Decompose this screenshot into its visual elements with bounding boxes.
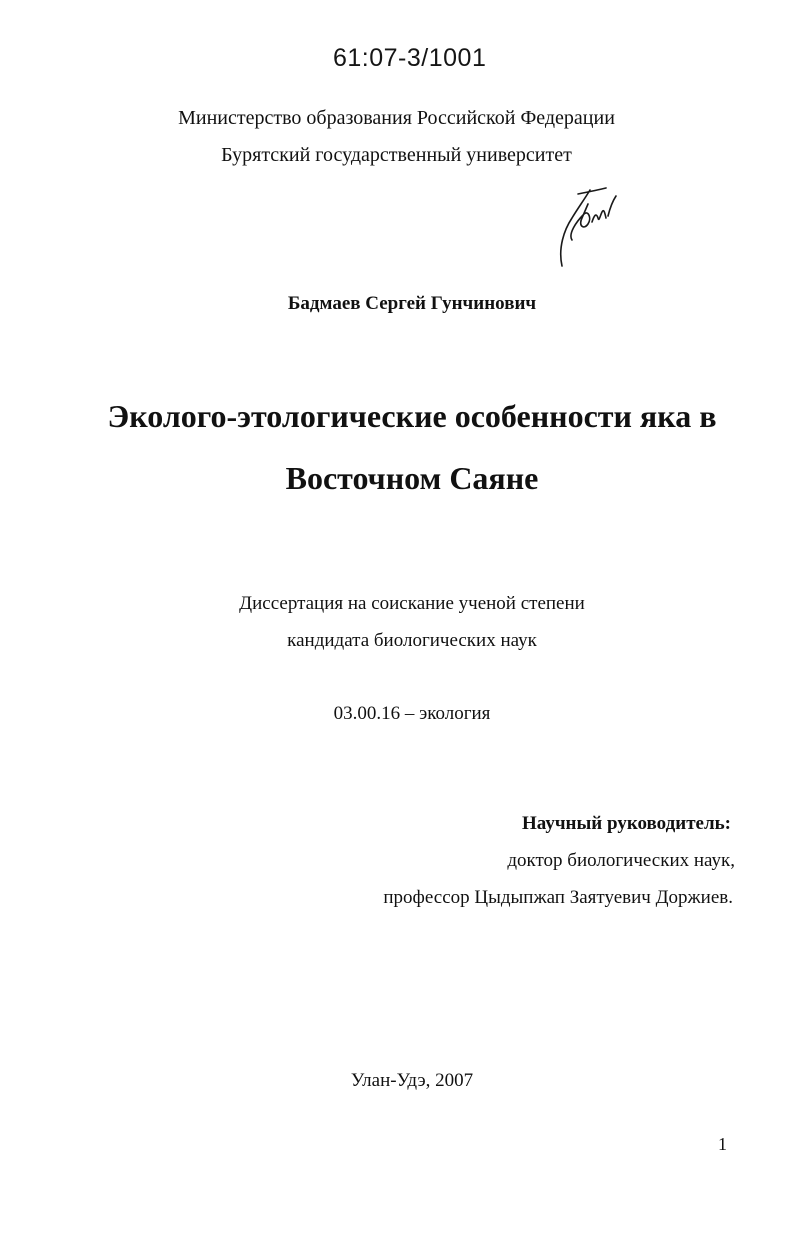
ministry-name: Министерство образования Российской Федерации xyxy=(178,107,615,129)
page-number: 1 xyxy=(718,1134,727,1154)
city-year: Улан-Удэ, 2007 xyxy=(350,1070,474,1091)
degree-description-line2: кандидата биологических наук xyxy=(287,630,537,651)
specialty-code: 03.00.16 – экология xyxy=(333,703,491,724)
university-name: Бурятский государственный университет xyxy=(221,144,572,166)
advisor-degree: доктор биологических наук, xyxy=(507,850,735,871)
dissertation-title-line1: Эколого-этологические особенности яка в xyxy=(107,398,717,434)
advisor-name: профессор Цыдыпжап Заятуевич Доржиев. xyxy=(383,887,733,908)
advisor-heading: Научный руководитель: xyxy=(522,813,731,834)
author-name: Бадмаев Сергей Гунчинович xyxy=(287,293,537,314)
dissertation-title-line2: Восточном Саяне xyxy=(285,460,539,496)
handwritten-signature xyxy=(548,178,620,272)
catalog-number: 61:07-3/1001 xyxy=(333,44,487,72)
degree-description-line1: Диссертация на соискание ученой степени xyxy=(239,593,585,614)
